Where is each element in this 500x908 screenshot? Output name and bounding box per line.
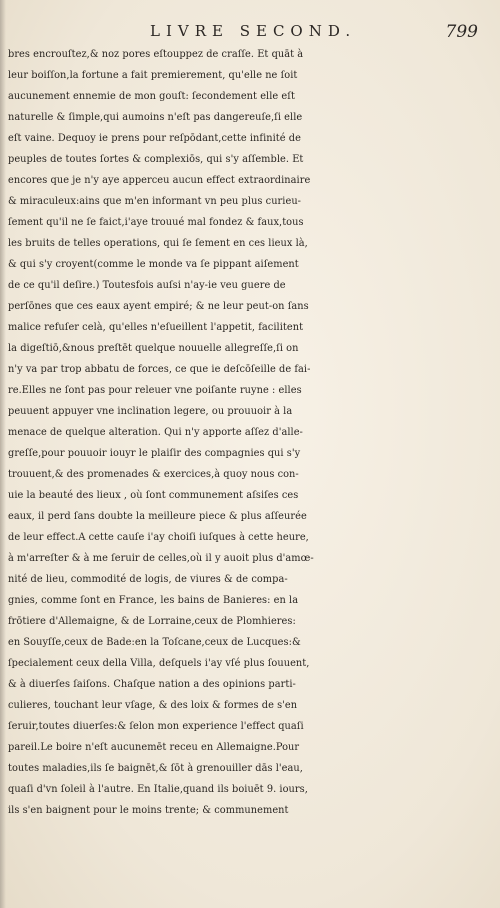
text-line: à m'arreſter & à me ſeruir de celles,où il y auoit plus d'amœ- [8, 553, 314, 564]
text-line: ils s'en baignent pour le moins trente; & communement [8, 805, 289, 816]
text-line: ſement qu'il ne ſe faict,i'aye trouué mal fondez & faux,tous [8, 217, 304, 228]
text-line: encores que je n'y aye apperceu aucun effect extraordinaire [8, 175, 311, 186]
page-header [0, 22, 500, 44]
text-line: naturelle & ſimple,qui aumoins n'eſt pas dangereuſe,ſi elle [8, 112, 303, 123]
text-line: de leur effect.A cette cauſe i'ay choiſi iuſques à cette heure, [8, 532, 309, 543]
text-block [8, 44, 482, 821]
text-line: culieres, touchant leur vſage, & des loix & formes de s'en [8, 700, 298, 711]
text-line: en Souyſſe,ceux de Bade:en la Toſcane,ceux de Lucques:& [8, 637, 301, 648]
text-line: & qui s'y croyent(comme le monde va ſe pippant aiſement [8, 259, 299, 270]
text-line: toutes maladies,ils ſe baignēt,& ſōt à grenouiller dās l'eau, [8, 763, 303, 774]
text-line: leur boiſſon,la fortune a fait premierement, qu'elle ne ſoit [8, 70, 298, 81]
text-line: ſpecialement ceux della Villa, deſquels i'ay vſé plus ſouuent, [8, 658, 310, 669]
text-line: quaſi d'vn ſoleil à l'autre. En Italie,quand ils boiuēt 9. iours, [8, 784, 308, 795]
text-line: re.Elles ne ſont pas pour releuer vne poiſante ruyne : elles [8, 385, 302, 396]
text-line: frōtiere d'Allemaigne, & de Lorraine,ceux de Plomhieres: [8, 616, 296, 627]
text-line: eaux, il perd ſans doubte la meilleure piece & plus aſſeurée [8, 511, 307, 522]
text-line: peuuent appuyer vne inclination legere, ou prouuoir à la [8, 406, 293, 417]
text-line: menace de quelque alteration. Qui n'y apporte aſſez d'alle- [8, 427, 303, 438]
text-line: malice refuſer celà, qu'elles n'eſueillent l'appetit, facilitent [8, 322, 304, 333]
text-line: uie la beauté des lieux , où ſont communement aſsiſes ces [8, 490, 299, 501]
text-line: pareil.Le boire n'eſt aucunemēt receu en Allemaigne.Pour [8, 742, 300, 753]
text-line: gnies, comme ſont en France, les bains de Banieres: en la [8, 595, 299, 606]
running-head: LIVRE SECOND. [150, 22, 357, 40]
text-line: greſſe,pour pouuoir iouyr le plaiſir des compagnies qui s'y [8, 448, 301, 459]
text-line: bres encrouſtez,& noz pores eſtouppez de craſſe. Et quāt à [8, 49, 304, 60]
text-line: & à diuerſes ſaiſons. Chaſque nation a des opinions parti- [8, 679, 296, 690]
text-line: n'y va par trop abbatu de forces, ce que ie deſcōſeille de fai- [8, 364, 311, 375]
text-line: la digeſtiō,&nous preſtēt quelque nouuelle allegreſſe,ſi on [8, 343, 299, 354]
text-line: & miraculeux:ains que m'en informant vn peu plus curieu- [8, 196, 302, 207]
page-number: 799 [445, 22, 478, 42]
text-line: de ce qu'il deſire.) Toutesfois auſsi n'ay-ie veu guere de [8, 280, 286, 291]
text-line: perſōnes que ces eaux ayent empiré; & ne leur peut-on ſans [8, 301, 309, 312]
text-line: trouuent,& des promenades & exercices,à quoy nous con- [8, 469, 299, 480]
text-line: les bruits de telles operations, qui ſe ſement en ces lieux là, [8, 238, 308, 249]
text-line: eſt vaine. Dequoy ie prens pour reſpōdant,cette infinité de [8, 133, 301, 144]
text-line: ſeruir,toutes diuerſes:& ſelon mon experience l'effect quaſi [8, 721, 304, 732]
page-gutter-shadow [0, 0, 6, 908]
text-line: peuples de toutes ſortes & complexiōs, qui s'y aſſemble. Et [8, 154, 304, 165]
text-line: aucunement ennemie de mon gouſt: ſecondement elle eſt [8, 91, 295, 102]
text-line: nité de lieu, commodité de logis, de viures & de compa- [8, 574, 288, 585]
